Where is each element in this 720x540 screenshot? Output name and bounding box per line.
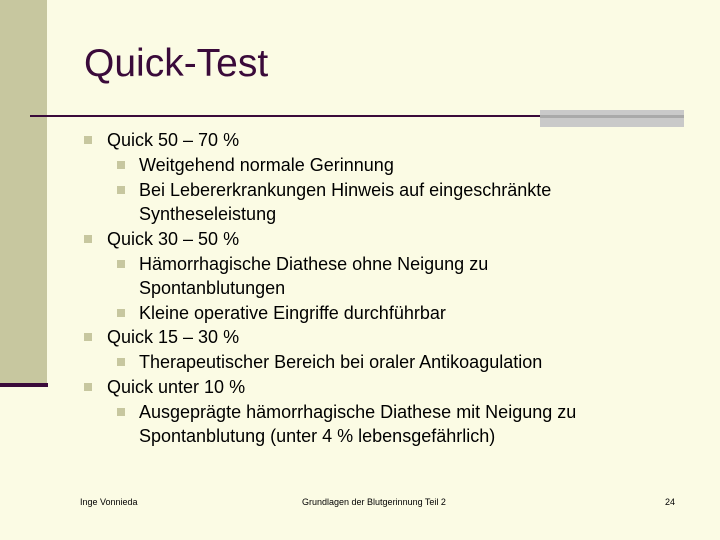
sub-list-item-text-continued: Spontanblutungen	[139, 278, 286, 298]
footer-page-number: 24	[665, 497, 676, 507]
bullet-list	[84, 128, 704, 449]
sub-list-item-text: Therapeutischer Bereich bei oraler Antikoagulation	[139, 352, 543, 372]
list-item-label: Quick unter 10 %	[107, 376, 246, 397]
square-bullet-icon	[84, 383, 92, 391]
sub-list-item	[84, 153, 704, 178]
footer-topic: Grundlagen der Blutgerinnung Teil 2	[302, 497, 446, 507]
title-underline-accent	[540, 110, 684, 127]
square-bullet-icon	[84, 235, 92, 243]
sub-list-item-text-continued: Syntheseleistung	[139, 204, 277, 224]
sub-list-item-text-continued: Spontanblutung (unter 4 % lebensgefährlich)	[139, 426, 496, 446]
sub-list-item	[84, 252, 704, 301]
decorative-side-line	[0, 383, 48, 387]
list-item-label: Quick 50 – 70 %	[107, 130, 240, 150]
sub-list-item-text: Weitgehend normale Gerinnung	[139, 155, 394, 175]
sub-list-item-text: Kleine operative Eingriffe durchführbar	[139, 302, 446, 323]
sub-list-item	[84, 350, 704, 375]
square-bullet-icon	[117, 358, 125, 366]
list-item	[84, 375, 704, 400]
slide-title: Quick-Test	[84, 42, 269, 85]
sub-list-item-text: Bei Lebererkrankungen Hinweis auf eingeschränkte	[139, 179, 552, 200]
decorative-side-bar	[0, 0, 47, 385]
square-bullet-icon	[84, 333, 92, 341]
sub-list-item-text: Hämorrhagische Diathese ohne Neigung zu	[139, 253, 489, 274]
sub-list-item	[84, 301, 704, 326]
square-bullet-icon	[117, 260, 125, 268]
sub-list-item	[84, 178, 704, 227]
list-item	[84, 227, 704, 252]
footer-author: Inge Vonnieda	[80, 497, 138, 507]
list-item-label: Quick 15 – 30 %	[107, 327, 240, 347]
square-bullet-icon	[117, 408, 125, 416]
square-bullet-icon	[84, 136, 92, 144]
list-item	[84, 325, 704, 350]
square-bullet-icon	[117, 161, 125, 169]
square-bullet-icon	[117, 186, 125, 194]
list-item	[84, 128, 704, 153]
list-item-label: Quick 30 – 50 %	[107, 228, 240, 249]
square-bullet-icon	[117, 309, 125, 317]
sub-list-item-text: Ausgeprägte hämorrhagische Diathese mit Neigung zu	[139, 401, 577, 422]
sub-list-item	[84, 400, 704, 449]
